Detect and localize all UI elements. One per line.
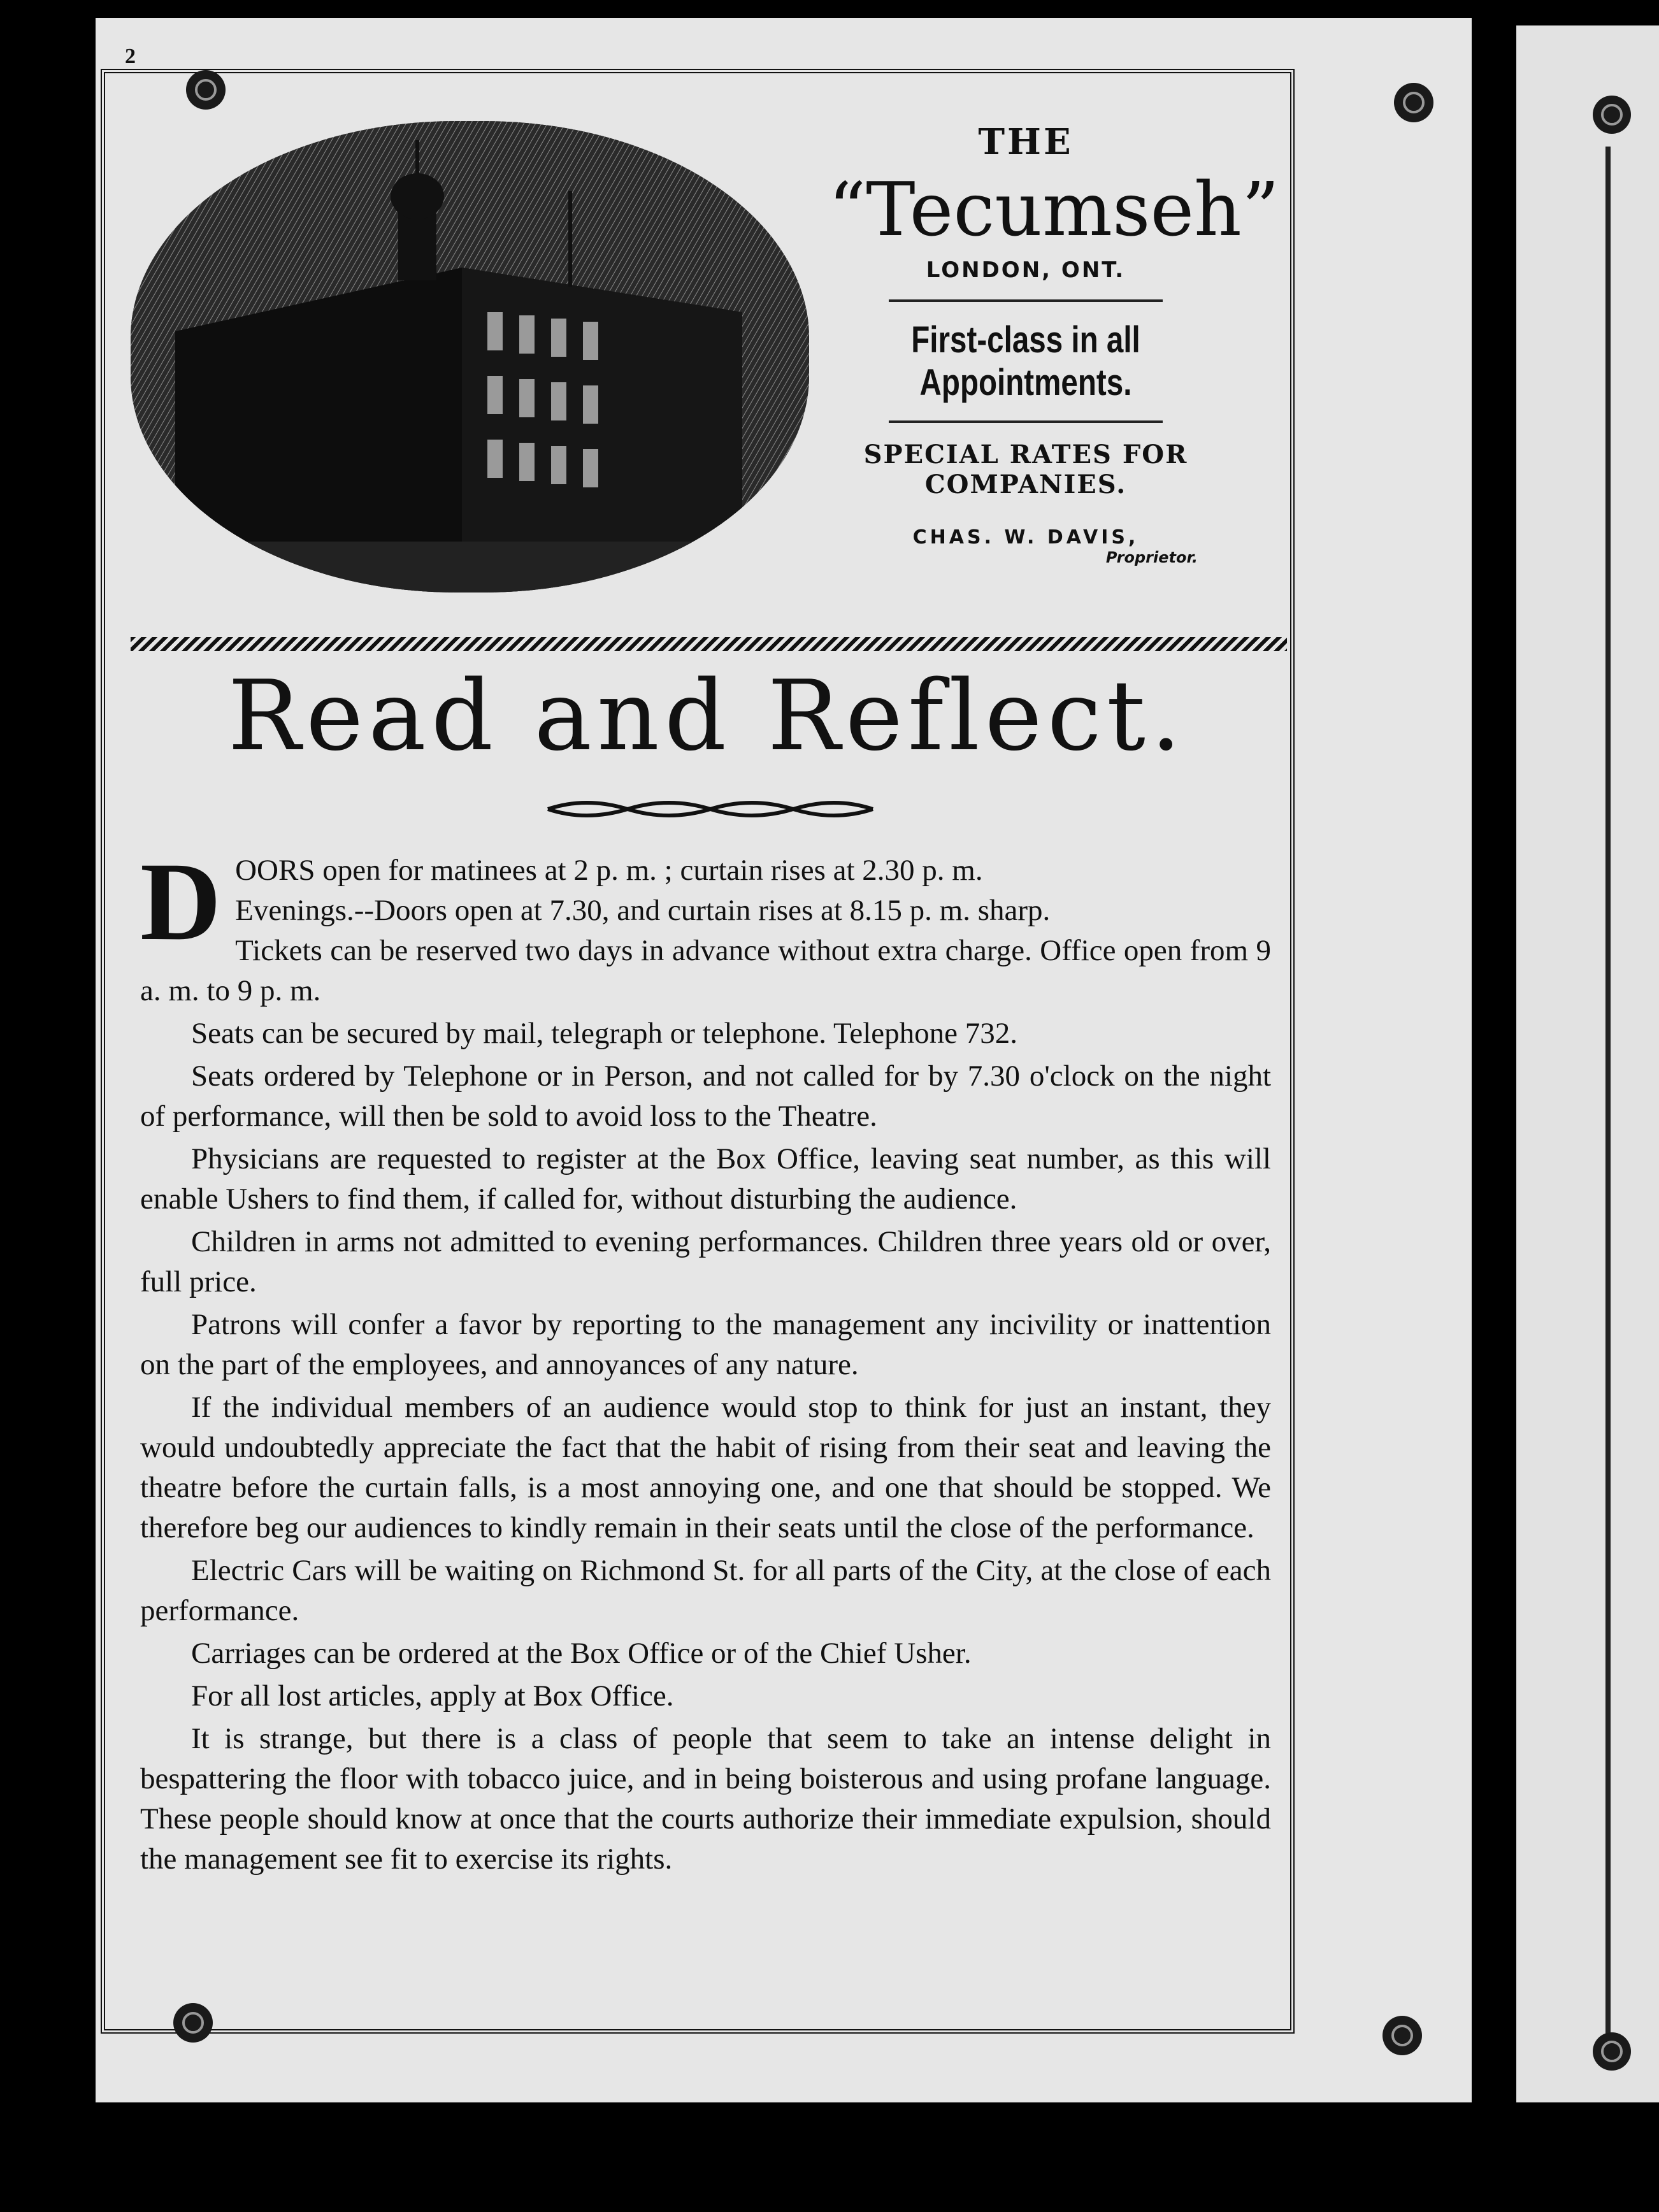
proprietor-name: CHAS. W. DAVIS,: [912, 526, 1139, 549]
hotel-name: “Tecumseh”: [828, 167, 1280, 253]
hotel-advertisement: [828, 121, 1280, 566]
proprietor-title: Proprietor.: [1105, 548, 1198, 566]
ornament-corner-icon: [1593, 2032, 1631, 2071]
hotel-engraving-image: [131, 121, 809, 592]
paragraph: Electric Cars will be waiting on Richmond St. for all parts of the City, at the close of each performance.: [140, 1554, 1271, 1627]
paragraph: Seats ordered by Telephone or in Person, and not called for by 7.30 o'clock on the night of performance, will then be sold to avoid loss to the Theatre.: [140, 1059, 1271, 1133]
ornament-corner-icon: [173, 2003, 213, 2043]
paragraph-line: Tickets can be reserved two days in advance without extra charge. Office open from 9 a. m. to 9 p. m.: [140, 934, 1271, 1007]
ornamental-divider: [131, 637, 1287, 651]
ornament-corner-icon: [1593, 96, 1631, 134]
paragraph: If the individual members of an audience would stop to think for just an instant, they would undoubtedly appreciate the fact that the habit of rising from their seat and leaving the theatre before the curtain falls, is a most annoying one, and one that should be stopped. We therefore beg our audiences to kindly remain in their seats until the close of the performance.: [140, 1391, 1271, 1544]
page-number: 2: [125, 45, 136, 68]
paragraph: Seats can be secured by mail, telegraph or telephone. Telephone 732.: [191, 1017, 1018, 1050]
adjacent-page-edge: [1516, 25, 1659, 2102]
adjacent-page-border: [1605, 147, 1611, 2058]
paragraph: For all lost articles, apply at Box Office.: [191, 1679, 674, 1713]
scroll-ornament-icon: [545, 796, 876, 822]
paragraph-line: Evenings.--Doors open at 7.30, and curtain rises at 8.15 p. m. sharp.: [235, 894, 1051, 927]
page-heading: Read and Reflect.: [227, 659, 1187, 772]
paragraph-line: OORS open for matinees at 2 p. m. ; curtain rises at 2.30 p. m.: [235, 854, 983, 887]
hotel-location: LONDON, ONT.: [926, 257, 1126, 283]
paragraph: Physicians are requested to register at the Box Office, leaving seat number, as this will enable Ushers to find them, if called for, without disturbing the audience.: [140, 1142, 1271, 1216]
paragraph: Carriages can be ordered at the Box Office or of the Chief Usher.: [191, 1637, 972, 1670]
paragraph: It is strange, but there is a class of people that seem to take an intense delight in bespattering the floor with tobacco juice, and in being boisterous and using profane language. These people should know at once that the courts authorize their immediate expulsion, should the management see fit to exercise its rights.: [140, 1722, 1271, 1876]
paragraph: [140, 840, 1271, 1011]
ornament-corner-icon: [1382, 2016, 1422, 2055]
hotel-tagline: First-class in all Appointments.: [911, 319, 1140, 403]
drop-cap: D: [140, 840, 222, 964]
header-rule: [889, 299, 1163, 302]
header-rule: [889, 420, 1163, 423]
the-banner: THE: [978, 121, 1074, 163]
rules-text: [140, 840, 1271, 1882]
paragraph: Patrons will confer a favor by reporting to the management any incivility or inattention on the part of the employees, and annoyances of any nature.: [140, 1308, 1271, 1381]
ornament-corner-icon: [1394, 83, 1433, 122]
paragraph: Children in arms not admitted to evening performances. Children three years old or over, full price.: [140, 1225, 1271, 1298]
hotel-building-illustration: [131, 121, 809, 592]
special-rates: SPECIAL RATES FOR COMPANIES.: [863, 439, 1188, 499]
ornament-corner-icon: [186, 70, 226, 110]
